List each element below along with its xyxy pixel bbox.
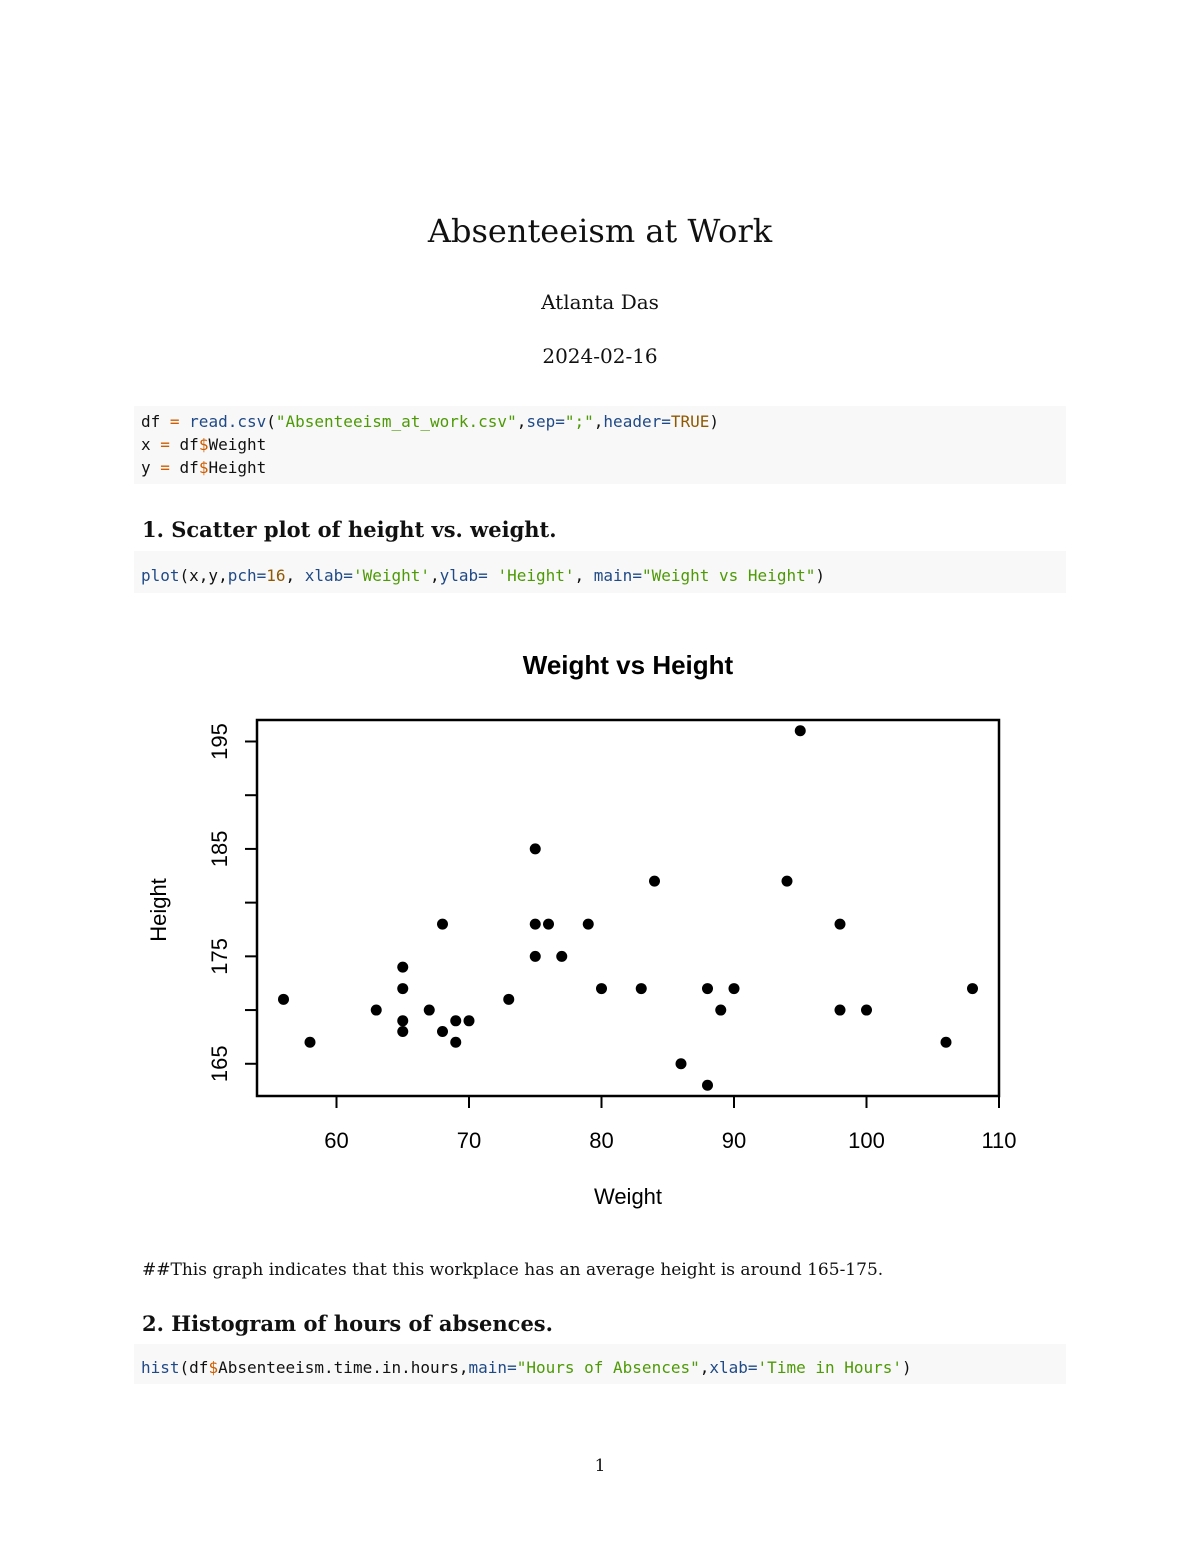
scatter-point [305,1037,316,1048]
scatter-point [861,1005,872,1016]
x-axis-label: Weight [593,1184,663,1209]
y-axis [207,723,257,1082]
code-token: x [141,435,161,454]
scatter-point [397,1015,408,1026]
scatter-point [583,919,594,930]
code-token: $ [198,435,209,454]
scatter-point [450,1015,461,1026]
code-token: = [160,435,170,454]
document-title: Absenteeism at Work [427,212,773,250]
code-block-plot [134,551,1066,593]
code-token: header= [603,412,671,431]
code-block-hist [134,1344,1066,1384]
code-token: main= [468,1358,517,1377]
code-token: df [169,458,199,477]
scatter-point [835,919,846,930]
scatter-chart [0,620,1200,1260]
scatter-point [543,919,554,930]
chart-title: Weight vs Height [522,650,734,680]
code-token: ylab= [439,566,488,585]
code-token: "Hours of Absences" [516,1358,700,1377]
scatter-point [941,1037,952,1048]
code-token: Absenteeism.time.in.hours, [218,1358,469,1377]
section-heading-histogram: 2. Histogram of hours of absences. [142,1311,553,1336]
code-token: (df [179,1358,209,1377]
code-token: df [169,435,199,454]
code-token: (x,y, [179,566,228,585]
code-token: , [285,566,305,585]
scatter-point [967,983,978,994]
code-token: plot [141,566,180,585]
scatter-point [464,1015,475,1026]
scatter-point [702,1080,713,1091]
code-token: read.csv [189,412,267,431]
code-token: ( [266,412,276,431]
code-token: , [516,412,527,431]
code-block-load-data [134,406,1066,484]
code-token: TRUE [670,412,710,431]
x-tick-label: 70 [456,1128,482,1153]
code-token: 'Time in Hours' [757,1358,903,1377]
x-tick-label: 60 [324,1128,349,1153]
code-token: = [160,412,190,431]
document-date: 2024-02-16 [542,344,658,368]
scatter-point [450,1037,461,1048]
y-tick-label: 165 [207,1045,232,1083]
code-token: ";" [564,412,594,431]
code-token: , [699,1358,710,1377]
scatter-point [795,725,806,736]
code-token: hist [141,1358,180,1377]
code-token: ) [709,412,720,431]
document-author: Atlanta Das [541,290,659,314]
x-tick-label: 80 [589,1128,614,1153]
code-token: y [141,458,161,477]
scatter-point [556,951,567,962]
scatter-point [530,951,541,962]
scatter-point [397,1026,408,1037]
x-axis [324,1096,1016,1153]
section-heading-scatter: 1. Scatter plot of height vs. weight. [142,517,557,542]
scatter-point [530,919,541,930]
code-token: main= [593,566,642,585]
code-token: $ [198,458,209,477]
code-token: , [430,566,440,585]
code-token: 16 [266,566,286,585]
code-token: 'Height' [487,566,575,585]
scatter-point [530,843,541,854]
scatter-point [437,919,448,930]
code-token: pch= [227,566,267,585]
scatter-point [371,1005,382,1016]
x-tick-label: 110 [981,1128,1017,1153]
code-token: 'Weight' [352,566,430,585]
code-token: "Absenteeism_at_work.csv" [275,412,517,431]
scatter-point [729,983,740,994]
analysis-paragraph: ##This graph indicates that this workplace has an average height is around 165-175. [142,1260,884,1280]
y-tick-label: 195 [207,723,232,760]
code-token: , [574,566,594,585]
code-token: $ [208,1358,219,1377]
scatter-point [503,994,514,1005]
y-tick-label: 185 [207,830,232,868]
scatter-point [715,1005,726,1016]
x-tick-label: 100 [848,1128,885,1153]
data-points [278,725,978,1091]
scatter-point [835,1005,846,1016]
scatter-point [649,876,660,887]
code-token: , [593,412,604,431]
scatter-point [702,983,713,994]
page-number: 1 [594,1456,606,1476]
scatter-point [596,983,607,994]
x-tick-label: 90 [721,1128,747,1153]
code-token: Height [208,458,267,477]
scatter-point [636,983,647,994]
code-token: ) [815,566,825,585]
scatter-point [782,876,793,887]
code-token: xlab= [304,566,353,585]
scatter-point [676,1058,687,1069]
code-token: sep= [526,412,565,431]
y-tick-label: 175 [207,937,232,975]
code-token: xlab= [709,1358,758,1377]
scatter-point [424,1005,435,1016]
code-token: df [141,412,161,431]
scatter-point [437,1026,448,1037]
code-token: = [160,458,170,477]
code-token: "Weight vs Height" [641,566,816,585]
code-token: ) [902,1358,912,1377]
scatter-point [397,983,408,994]
scatter-point [278,994,289,1005]
code-token: Weight [208,435,267,454]
y-axis-label: Height [146,878,171,942]
plot-frame [257,720,999,1096]
scatter-point [397,962,408,973]
